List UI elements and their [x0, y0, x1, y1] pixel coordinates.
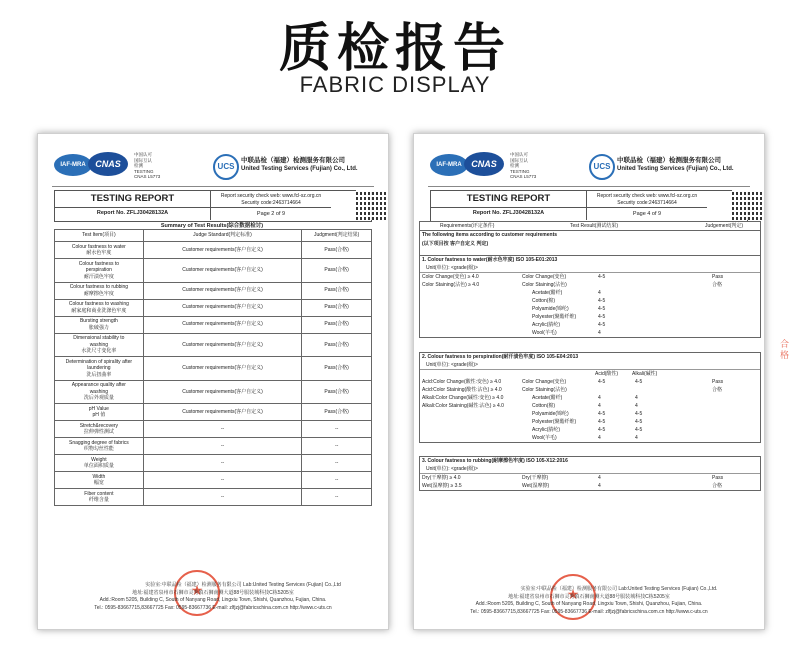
judgment-cell: Pass(合格): [302, 242, 372, 259]
result-row: [420, 402, 760, 410]
requirement-text: Color Change(变色) ≥ 4.0: [422, 273, 479, 280]
table-row: [55, 316, 372, 333]
col-judgment: Judgment(判定结果): [302, 230, 372, 242]
cnas-logo-icon: CNAS: [88, 152, 128, 176]
report-footer: 实验室:中联品检（福建）检测服务有限公司 Lab:United Testing Services (Fujian) Co.,Ltd. 地址:福建省泉州市石狮市灵秀镇石狮南侧大道88号服装城科技C栋5205室 Add.:Room 5205, Building C, South of Nanyang Road, Lingxiu Town, Shishi, Quanzhou, Fujian, China. Tel.: 0595-83667715,83667725 Fax: 0595-83667736 E-mail: zlfjzj@fabricschina.com.cn http://www.c-uts.cn: [470, 586, 718, 615]
judgement-text: Pass: [712, 474, 724, 481]
acid-value: 4-5: [598, 378, 606, 385]
report-header-box: [430, 190, 748, 222]
result-label: Cotton(棉): [532, 402, 556, 409]
judge-standard-cell: Customer requirements(客户自定义): [143, 333, 302, 357]
judge-standard-cell: --: [143, 489, 302, 506]
judgement-text: 合格: [712, 281, 723, 288]
result-row: [420, 321, 760, 329]
test-item-cell: Colour fastness to perspiration 耐汗渍色牢度: [55, 259, 144, 283]
result-label: Polyamide(锦纶): [532, 410, 569, 417]
acid-value: 4-5: [598, 418, 606, 425]
report-footer: 实验室:中联品检（福建）检测服务有限公司 Lab:United Testing Services (Fujian) Co.,Ltd 地址:福建省泉州市石狮市灵秀镇石狮南侧大道88号服装城科技C栋5205室 Add.:Room 5205, Building C, South of Nanyang Road, Lingxiu Town, Shishi, Quanzhou, Fujian, China. Tel.: 0595-83667715,83667725 Fax: 0595-83667736 E-mail: zlfjzj@fabricschina.com.cn http://www.c-uts.cn: [94, 582, 341, 611]
requirements-header: Requirements(评定条件) Test Result(测试结果) Judgement(判定): [419, 221, 761, 231]
alkali-value: 4: [635, 402, 638, 409]
result-row: [420, 474, 760, 482]
result-label: Wet(湿摩擦): [522, 482, 550, 489]
table-row: [55, 455, 372, 472]
result-label: Polyester(聚酯纤维): [532, 418, 577, 425]
table-row: [55, 489, 372, 506]
section-perspiration: 2. Colour fastness to perspiration(耐汗渍色牢度) ISO 105-E04:2013 Unit(单位): <grade(级)> Acid(酸性) Alkali(碱性) Acid:Color Change(酸性:变色) ≥ 4.0 Color Change(变色) 4-5 4-5 Pass Acid:Color Staining(酸性:沾色) ≥ 4.0 Color Staining(沾色) 合格 Alkali:Color Change(碱性:变色) ≥ 4.0 Acetate(醋纤) 4 4 Alkali:Color Staining(碱性:沾色) ≥ 4.0 Cotton(棉) 4 4 Polyamide(锦纶) 4-5 4-5 Polyester(聚酯纤维) 4-5 4-5 Acrylic(腈纶) 4-5 4-5 Wool(羊毛) 4 4: [419, 352, 761, 443]
security-info: Report security check web: www.fcl-sz.org.cn Security code:2463714664: [220, 193, 322, 206]
company-header: [589, 152, 759, 182]
result-label: Acetate(醋纤): [532, 289, 563, 296]
judgement-text: 合格: [712, 482, 723, 489]
test-item-cell: Colour fastness to washing 耐家庭和商业洗涤色牢度: [55, 299, 144, 316]
col-test-item: Test Item(项目): [55, 230, 144, 242]
ucs-logo-icon: UCS: [589, 154, 615, 180]
iaf-logo-icon: IAF-MRA: [54, 154, 92, 176]
result-label: Color Staining(沾色): [522, 281, 567, 288]
result-row: [420, 273, 760, 281]
section-rubbing: 3. Colour fastness to rubbing(耐摩擦色牢度) ISO 105-X12:2016 Unit(单位): <grade(级)> Dry(干摩擦) ≥ 4.0 Dry(干摩擦) 4 Pass Wet(湿摩擦) ≥ 3.5 Wet(湿摩擦) 4 合格: [419, 456, 761, 491]
results-table: [54, 229, 372, 506]
requirement-text: Acid:Color Staining(酸性:沾色) ≥ 4.0: [422, 386, 502, 393]
acid-value: 4: [598, 402, 601, 409]
table-row: [55, 421, 372, 438]
alkali-value: 4: [635, 394, 638, 401]
page-subtitle: FABRIC DISPLAY: [299, 72, 491, 97]
requirement-text: Alkali:Color Change(碱性:变色) ≥ 4.0: [422, 394, 504, 401]
result-label: Color Staining(沾色): [522, 386, 567, 393]
company-header: [213, 152, 383, 182]
result-label: Wool(羊毛): [532, 434, 557, 441]
alkali-value: 4-5: [635, 426, 643, 433]
company-name-cn: 中联品检（福建）检测服务有限公司: [617, 157, 721, 164]
judgment-cell: --: [302, 489, 372, 506]
judgment-cell: Pass(合格): [302, 380, 372, 404]
result-row: [420, 378, 760, 386]
alkali-value: 4-5: [635, 410, 643, 417]
result-label: Polyester(聚酯纤维): [532, 313, 577, 320]
judge-standard-cell: --: [143, 472, 302, 489]
alkali-value: 4-5: [635, 418, 643, 425]
result-label: Polyamide(锦纶): [532, 305, 569, 312]
judge-standard-cell: Customer requirements(客户自定义): [143, 299, 302, 316]
judgment-cell: Pass(合格): [302, 333, 372, 357]
result-label: Wool(羊毛): [532, 329, 557, 336]
judgment-cell: Pass(合格): [302, 259, 372, 283]
result-value: 4-5: [598, 297, 606, 304]
result-row: [420, 289, 760, 297]
cnas-text: 中国认可 国际互认 检测 TESTING CNAS L5773: [510, 152, 537, 179]
table-row: [55, 282, 372, 299]
table-row: [55, 357, 372, 381]
test-item-cell: Appearance quality after washing 洗后外观质量: [55, 380, 144, 404]
report-title: TESTING REPORT: [55, 191, 211, 208]
judgement-text: Pass: [712, 273, 724, 280]
judgment-cell: Pass(合格): [302, 316, 372, 333]
judgment-cell: Pass(合格): [302, 404, 372, 421]
test-item-cell: Bursting strength 胀破强力: [55, 316, 144, 333]
result-row: [420, 426, 760, 434]
requirement-text: Dry(干摩擦) ≥ 4.0: [422, 474, 461, 481]
result-label: Dry(干摩擦): [522, 474, 549, 481]
result-value: 4: [598, 474, 601, 481]
judge-standard-cell: Customer requirements(客户自定义): [143, 316, 302, 333]
col-judge-standard: Judge Standard(判定标准): [143, 230, 302, 242]
accreditation-logos: [430, 150, 540, 186]
acid-value: 4-5: [598, 426, 606, 433]
section-title: 3. Colour fastness to rubbing(耐摩擦色牢度) ISO 105-X12:2016: [422, 458, 568, 464]
result-row: [420, 329, 760, 337]
report-header-box: [54, 190, 372, 222]
judge-standard-cell: Customer requirements(客户自定义): [143, 242, 302, 259]
result-label: Acrylic(腈纶): [532, 426, 561, 433]
cnas-logo-icon: CNAS: [464, 152, 504, 176]
test-item-cell: Fiber content 纤维含量: [55, 489, 144, 506]
judge-standard-cell: --: [143, 455, 302, 472]
result-label: Cotton(棉): [532, 297, 556, 304]
result-row: [420, 386, 760, 394]
intro-text: The following items according to customer requirements (以下项目按 客户自定义 判定): [419, 230, 761, 256]
result-label: Color Change(变色): [522, 273, 567, 280]
table-row: [55, 472, 372, 489]
cnas-text: 中国认可 国际互认 检测 TESTING CNAS L5773: [134, 152, 161, 179]
report-number: Report No. ZFLJ30428132A: [431, 207, 587, 220]
acid-value: 4: [598, 394, 601, 401]
table-row: [55, 242, 372, 259]
result-row: [420, 418, 760, 426]
judgment-cell: Pass(合格): [302, 299, 372, 316]
requirement-text: Wet(湿摩擦) ≥ 3.5: [422, 482, 462, 489]
report-sheet-page-4: [413, 133, 765, 630]
judgment-cell: --: [302, 455, 372, 472]
page-number: Page 4 of 9: [587, 207, 707, 221]
section-water: 1. Colour fastness to water(耐水色牢度) ISO 105-E01:2013 Unit(单位): <grade(级)> Color Change(变色) ≥ 4.0 Color Change(变色) 4-5 Pass Color Staining(沾色) ≥ 4.0 Color Staining(沾色) 合格 Acetate(醋纤) 4 Cotton(棉) 4-5 Polyamide(锦纶) 4-5 Polyester(聚酯纤维) 4-5 Acrylic(腈纶) 4-5 Wool(羊毛) 4: [419, 255, 761, 338]
test-item-cell: Colour fastness to rubbing 耐摩擦色牢度: [55, 282, 144, 299]
judgment-cell: --: [302, 438, 372, 455]
requirement-text: Alkali:Color Staining(碱性:沾色) ≥ 4.0: [422, 402, 504, 409]
judgment-cell: --: [302, 472, 372, 489]
result-row: [420, 482, 760, 490]
acid-value: 4-5: [598, 410, 606, 417]
result-value: 4-5: [598, 305, 606, 312]
requirement-text: Acid:Color Change(酸性:变色) ≥ 4.0: [422, 378, 502, 385]
accreditation-logos: [54, 150, 164, 186]
judgement-text: Pass: [712, 378, 724, 385]
result-label: Acrylic(腈纶): [532, 321, 561, 328]
judgment-cell: --: [302, 421, 372, 438]
test-item-cell: Determination of spirality after laundering 洗后扭曲率: [55, 357, 144, 381]
result-value: 4: [598, 329, 601, 336]
test-item-cell: Width 幅宽: [55, 472, 144, 489]
result-row: [420, 297, 760, 305]
judgment-cell: Pass(合格): [302, 282, 372, 299]
result-value: 4-5: [598, 273, 606, 280]
page-number: Page 2 of 9: [211, 207, 331, 221]
section-title: 1. Colour fastness to water(耐水色牢度) ISO 105-E01:2013: [422, 257, 558, 263]
result-row: [420, 305, 760, 313]
result-value: 4-5: [598, 321, 606, 328]
side-stamp-mark: 合格: [780, 340, 790, 361]
judgement-text: 合格: [712, 386, 723, 393]
table-row: [55, 404, 372, 421]
report-sheet-page-2: [37, 133, 389, 630]
page-title: 质检报告: [278, 19, 511, 79]
result-value: 4: [598, 289, 601, 296]
report-title: TESTING REPORT: [431, 191, 587, 208]
alkali-value: 4: [635, 434, 638, 441]
test-item-cell: pH Value pH 值: [55, 404, 144, 421]
judge-standard-cell: Customer requirements(客户自定义): [143, 282, 302, 299]
security-info: Report security check web: www.fcl-sz.org.cn Security code:2463714664: [596, 193, 698, 206]
test-item-cell: Stretch&recovery 拉伸弹性测试: [55, 421, 144, 438]
table-row: [55, 438, 372, 455]
judge-standard-cell: --: [143, 421, 302, 438]
result-row: [420, 434, 760, 442]
ucs-logo-icon: UCS: [213, 154, 239, 180]
company-name-cn: 中联品检（福建）检测服务有限公司: [241, 157, 345, 164]
requirement-text: Color Staining(沾色) ≥ 4.0: [422, 281, 480, 288]
judgment-cell: Pass(合格): [302, 357, 372, 381]
result-value: 4: [598, 482, 601, 489]
table-row: [55, 380, 372, 404]
report-number: Report No. ZFLJ30428132A: [55, 207, 211, 220]
acid-value: 4: [598, 434, 601, 441]
result-row: [420, 313, 760, 321]
result-value: 4-5: [598, 313, 606, 320]
alkali-value: 4-5: [635, 378, 643, 385]
section-title: 2. Colour fastness to perspiration(耐汗渍色牢度) ISO 105-E04:2013: [422, 354, 579, 360]
judge-standard-cell: Customer requirements(客户自定义): [143, 259, 302, 283]
result-row: [420, 410, 760, 418]
iaf-logo-icon: IAF-MRA: [430, 154, 468, 176]
test-item-cell: Snagging degree of fabrics 织物勾丝性能: [55, 438, 144, 455]
company-name-en: United Testing Services (Fujian) Co., Ltd.: [241, 166, 358, 172]
result-row: [420, 281, 760, 289]
result-row: [420, 394, 760, 402]
test-item-cell: Colour fastness to water 耐水色牢度: [55, 242, 144, 259]
result-label: Color Change(变色): [522, 378, 567, 385]
table-row: [55, 299, 372, 316]
judge-standard-cell: --: [143, 438, 302, 455]
judge-standard-cell: Customer requirements(客户自定义): [143, 380, 302, 404]
table-row: [55, 333, 372, 357]
judge-standard-cell: Customer requirements(客户自定义): [143, 404, 302, 421]
table-row: [55, 259, 372, 283]
judge-standard-cell: Customer requirements(客户自定义): [143, 357, 302, 381]
summary-title: Summary of Test Results(综合数据检讨): [160, 223, 264, 229]
company-name-en: United Testing Services (Fujian) Co., Ltd.: [617, 166, 734, 172]
test-item-cell: Weight 单位面积质量: [55, 455, 144, 472]
result-label: Acetate(醋纤): [532, 394, 563, 401]
test-item-cell: Dimensional stability to washing 水洗尺寸变化率: [55, 333, 144, 357]
